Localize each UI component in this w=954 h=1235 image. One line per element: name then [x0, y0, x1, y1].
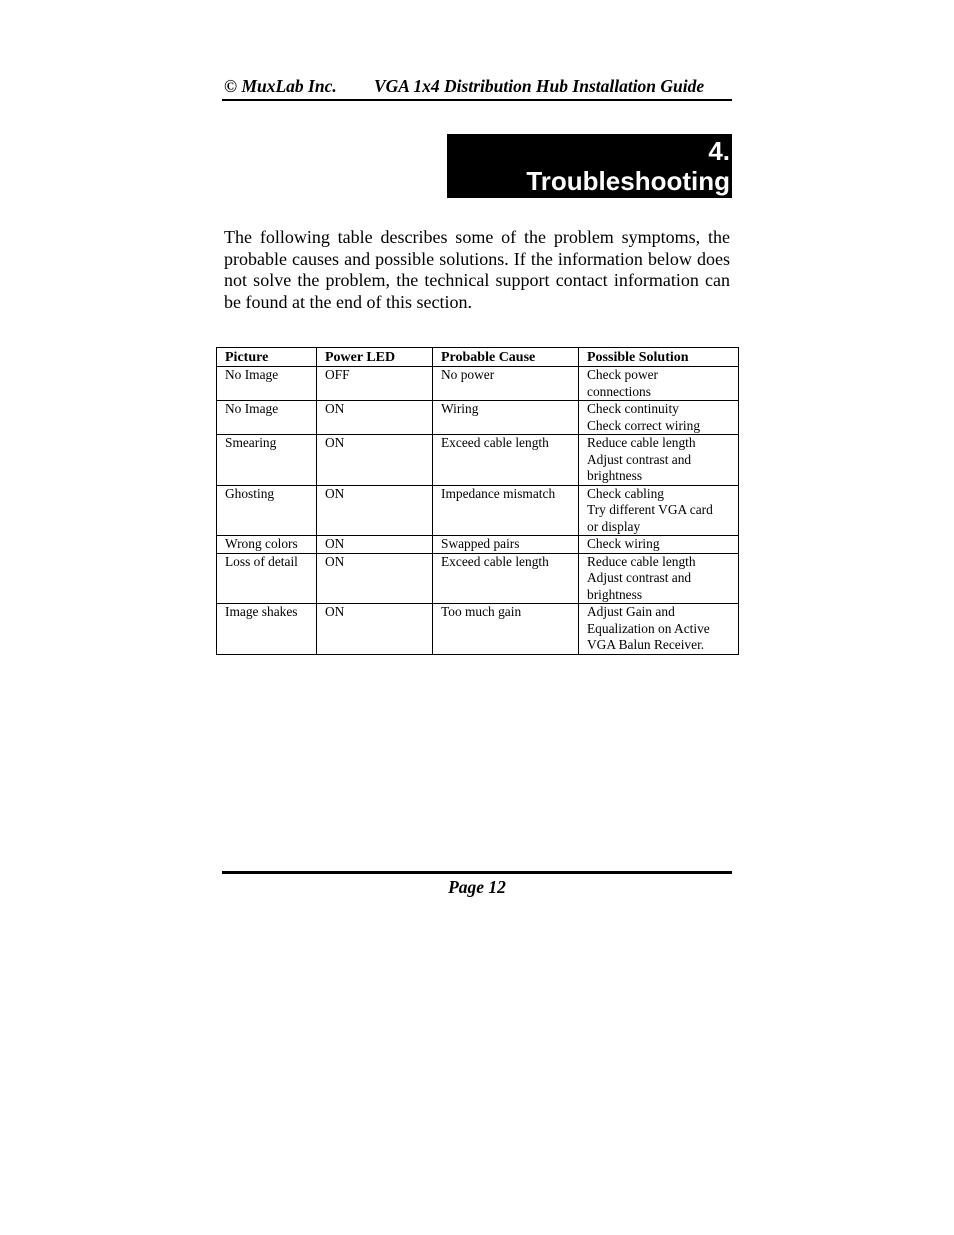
header-possible-solution: Possible Solution — [579, 348, 739, 367]
cell-picture: Image shakes — [217, 604, 317, 655]
table-header-row — [217, 348, 739, 367]
header-probable-cause: Probable Cause — [433, 348, 579, 367]
cell-power-led: OFF — [317, 367, 433, 401]
solution-line: brightness — [587, 586, 643, 602]
cell-picture: No Image — [217, 401, 317, 435]
cell-solution — [579, 604, 739, 655]
cell-power-led: ON — [317, 536, 433, 554]
solution-line: Adjust contrast and — [587, 570, 692, 585]
solution-line: Adjust contrast and — [587, 451, 692, 467]
cell-cause: No power — [433, 367, 579, 401]
solution-line: Check power — [587, 367, 659, 382]
cell-picture: Ghosting — [217, 485, 317, 536]
table-row — [217, 435, 739, 486]
solution-line: Check continuity — [587, 401, 679, 416]
page-header — [222, 75, 732, 101]
cell-cause: Exceed cable length — [433, 435, 579, 486]
solution-line: Equalization on Active — [587, 620, 710, 636]
intro-paragraph: The following table describes some of the problem symptoms, the probable causes and possible solutions. If the information below does not solve the problem, the technical support contact information can be found at the end of this section. — [224, 227, 730, 313]
cell-power-led: ON — [317, 604, 433, 655]
table-row — [217, 367, 739, 401]
cell-cause: Swapped pairs — [433, 536, 579, 554]
cell-cause: Wiring — [433, 401, 579, 435]
cell-solution — [579, 536, 739, 554]
section-number: 4. — [708, 136, 730, 166]
table-row — [217, 536, 739, 554]
document-title: VGA 1x4 Distribution Hub Installation Guide — [374, 76, 705, 96]
header-power-led: Power LED — [317, 348, 433, 367]
solution-line: Reduce cable length — [587, 435, 696, 450]
table-row — [217, 485, 739, 536]
cell-picture: Wrong colors — [217, 536, 317, 554]
table-row — [217, 401, 739, 435]
company-name: © MuxLab Inc. — [224, 76, 337, 96]
cell-cause: Exceed cable length — [433, 553, 579, 604]
solution-line: Check wiring — [587, 536, 660, 551]
cell-power-led: ON — [317, 553, 433, 604]
page-number: Page 12 — [448, 877, 506, 897]
cell-power-led: ON — [317, 401, 433, 435]
solution-line: Check cabling — [587, 485, 664, 501]
solution-line: VGA Balun Receiver. — [587, 637, 705, 652]
cell-solution — [579, 485, 739, 536]
cell-cause: Too much gain — [433, 604, 579, 655]
table-row — [217, 553, 739, 604]
solution-line: Try different VGA card — [587, 502, 713, 517]
solution-line: Reduce cable length — [587, 553, 696, 569]
cell-power-led: ON — [317, 435, 433, 486]
cell-solution — [579, 435, 739, 486]
header-picture: Picture — [217, 348, 317, 367]
solution-line: or display — [587, 518, 641, 534]
solution-line: connections — [587, 383, 651, 399]
solution-line: brightness — [587, 468, 643, 483]
cell-solution — [579, 367, 739, 401]
cell-solution — [579, 401, 739, 435]
cell-solution — [579, 553, 739, 604]
solution-line: Check correct wiring — [587, 417, 701, 433]
solution-line: Adjust Gain and — [587, 604, 675, 619]
table-row — [217, 604, 739, 655]
cell-picture: Smearing — [217, 435, 317, 486]
troubleshooting-table — [216, 347, 739, 655]
cell-cause: Impedance mismatch — [433, 485, 579, 536]
section-heading — [447, 134, 732, 198]
section-title: Troubleshooting — [526, 166, 730, 196]
cell-picture: Loss of detail — [217, 553, 317, 604]
footer-divider — [222, 871, 732, 874]
cell-picture: No Image — [217, 367, 317, 401]
cell-power-led: ON — [317, 485, 433, 536]
